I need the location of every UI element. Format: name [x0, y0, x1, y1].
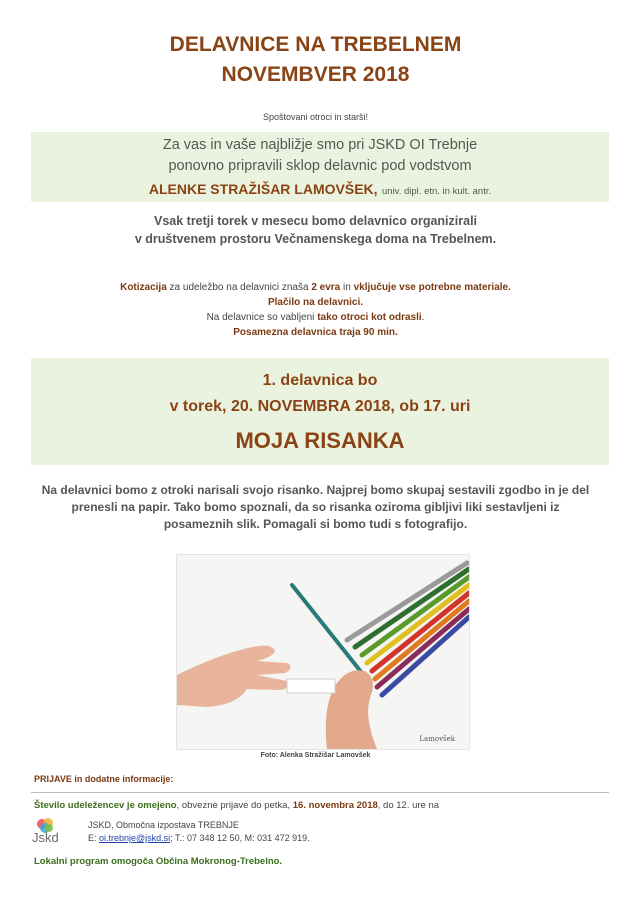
deadline-date: 16. novembra 2018: [292, 800, 378, 811]
contact-details: [88, 833, 310, 843]
photo-signature: Lamovšek: [419, 735, 455, 743]
greeting: Spoštovani otroci in starši!: [262, 112, 369, 122]
limit-emphasis: Število udeležencev je omejeno: [34, 800, 177, 811]
title-line-1: DELAVNICE NA TREBELNEM: [169, 33, 462, 56]
workshop-photo: [176, 554, 470, 750]
audience-emphasis: tako otroci kot odrasli: [317, 312, 422, 323]
workshop-title: MOJA RISANKA: [235, 428, 405, 453]
description-line-2: prenesli na papir. Tako bomo spoznali, da so risanka oziroma gibljivi liki sestavljeni iz: [71, 500, 560, 514]
workshop-band: [31, 358, 609, 465]
fees-line-2: [0, 295, 631, 310]
fee-amount: 2 evra: [311, 282, 341, 293]
deadline-time: , do 12. ure na: [377, 800, 440, 811]
fees-line-4: [0, 325, 631, 340]
title-line-2: NOVEMBVER 2018: [221, 63, 410, 86]
schedule-line-2: v društvenem prostoru Večnamenskega doma na Trebelnem.: [134, 232, 497, 246]
audience-period: .: [421, 312, 425, 323]
duration-note: Posamezna delavnica traja 90 min.: [233, 327, 398, 338]
registration-label: PRIJAVE: [34, 774, 72, 784]
fee-text-2: in: [340, 282, 354, 293]
schedule-line-1: Vsak tretji torek v mesecu bomo delavnico organizirali: [153, 214, 478, 228]
registration-limits: [34, 800, 439, 811]
schedule-text: [0, 212, 631, 248]
office-name: JSKD, Območna izpostava TREBNJE: [88, 820, 239, 830]
intro-band: [31, 132, 609, 202]
workshop-number: 1. delavnica bo: [262, 372, 378, 389]
registration-label-rest: in dodatne informacije:: [71, 774, 174, 784]
fee-text: za udeležbo na delavnici znaša: [166, 282, 312, 293]
registration-heading: [34, 774, 173, 784]
divider: [31, 792, 609, 793]
fee-includes: vključuje vse potrebne materiale.: [353, 282, 511, 293]
fee-label: Kotizacija: [120, 282, 167, 293]
fees-line-1: [0, 280, 631, 295]
footer-note: Lokalni program omogoča Občina Mokronog-Trebelno.: [34, 856, 283, 867]
payment-note: Plačilo na delavnici.: [267, 297, 364, 308]
hands-and-pencils-image: [177, 555, 469, 749]
email-link[interactable]: oi.trebnje@jskd.si: [99, 833, 171, 843]
page-title: [0, 30, 631, 90]
email-label: E:: [88, 833, 100, 843]
limit-text: , obvezne prijave do petka,: [176, 800, 293, 811]
audience-text: Na delavnice so vabljeni: [206, 312, 318, 323]
jskd-logo-text: Jskd: [32, 830, 59, 845]
leader-name: ALENKE STRAŽIŠAR LAMOVŠEK,: [148, 181, 378, 197]
phone-numbers: ; T.: 07 348 12 50, M: 031 472 919.: [170, 833, 310, 843]
description-line-1: Na delavnici bomo z otroki narisali svojo risanko. Najprej bomo skupaj sestavili zgodbo in je del: [41, 483, 590, 497]
description-line-3: posameznih slik. Pomagali si bomo tudi s fotografijo.: [163, 517, 468, 531]
intro-line-3: [31, 177, 609, 204]
leader-title: univ. dipl. etn. in kult. antr.: [382, 186, 492, 197]
fees-line-3: [0, 310, 631, 325]
workshop-description: [30, 482, 601, 533]
fees-block: [0, 280, 631, 340]
intro-line-1: Za vas in vaše najbližje smo pri JSKD OI Trebnje: [162, 137, 478, 153]
photo-caption: Foto: Alenka Stražišar Lamovšek: [260, 752, 371, 759]
workshop-date: v torek, 20. NOVEMBRA 2018, ob 17. uri: [169, 398, 471, 415]
intro-line-2: ponovno pripravili sklop delavnic pod vodstvom: [168, 158, 472, 174]
